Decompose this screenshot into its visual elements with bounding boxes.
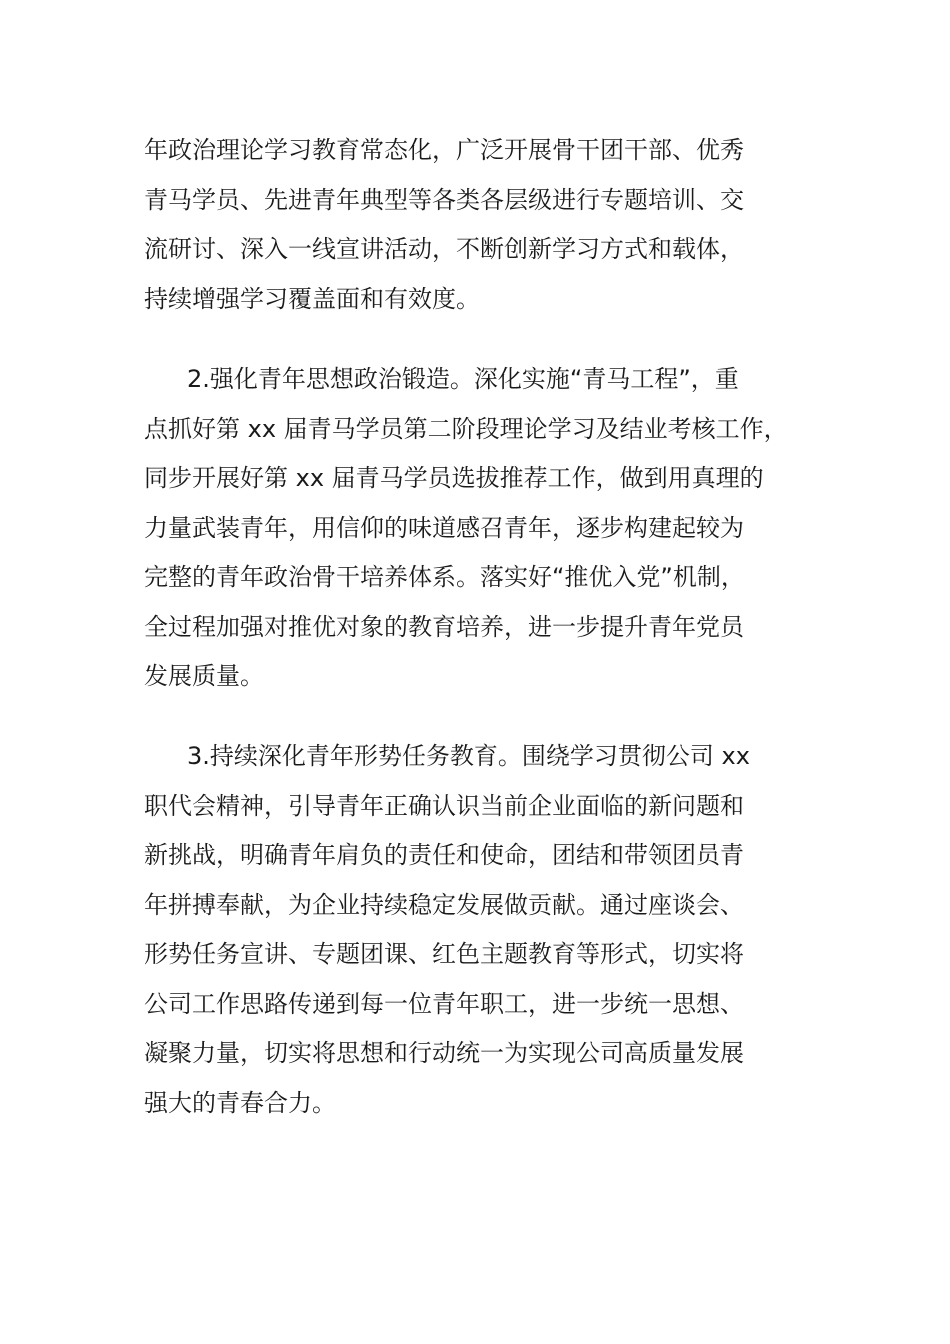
text-line: 3.持续深化青年形势任务教育。围绕学习贯彻公司 xx bbox=[187, 742, 750, 770]
paragraph-continuation bbox=[144, 126, 824, 324]
text-line: 力量武装青年，用信仰的味道感召青年，逐步构建起较为 bbox=[144, 513, 744, 542]
text-line: 发展质量。 bbox=[144, 662, 264, 690]
text-line: 年拼搏奉献，为企业持续稳定发展做贡献。通过座谈会、 bbox=[144, 890, 744, 919]
text-line: 青马学员、先进青年典型等各类各层级进行专题培训、交 bbox=[144, 185, 744, 214]
text-line: 年政治理论学习教育常态化，广泛开展骨干团干部、优秀 bbox=[144, 136, 744, 164]
paragraph-item-2 bbox=[144, 355, 824, 702]
text-line: 完整的青年政治骨干培养体系。落实好“推优入党”机制， bbox=[144, 563, 745, 591]
text-line: 强大的青春合力。 bbox=[144, 1088, 336, 1117]
text-line: 公司工作思路传递到每一位青年职工，进一步统一思想、 bbox=[144, 989, 744, 1018]
text-line: 持续增强学习覆盖面和有效度。 bbox=[144, 284, 480, 313]
paragraph-item-3 bbox=[144, 732, 824, 1128]
text-line: 点抓好第 xx 届青马学员第二阶段理论学习及结业考核工作， bbox=[144, 414, 788, 443]
text-line: 2.强化青年思想政治锻造。深化实施“青马工程”，重 bbox=[187, 365, 739, 393]
text-line: 形势任务宣讲、专题团课、红色主题教育等形式，切实将 bbox=[144, 940, 744, 968]
text-line: 凝聚力量，切实将思想和行动统一为实现公司高质量发展 bbox=[144, 1039, 744, 1067]
text-line: 全过程加强对推优对象的教育培养，进一步提升青年党员 bbox=[144, 612, 744, 641]
text-line: 流研讨、深入一线宣讲活动，不断创新学习方式和载体， bbox=[144, 235, 744, 263]
text-line: 同步开展好第 xx 届青马学员选拔推荐工作，做到用真理的 bbox=[144, 464, 764, 492]
text-line: 职代会精神，引导青年正确认识当前企业面临的新问题和 bbox=[144, 791, 744, 820]
text-line: 新挑战，明确青年肩负的责任和使命，团结和带领团员青 bbox=[144, 841, 744, 869]
